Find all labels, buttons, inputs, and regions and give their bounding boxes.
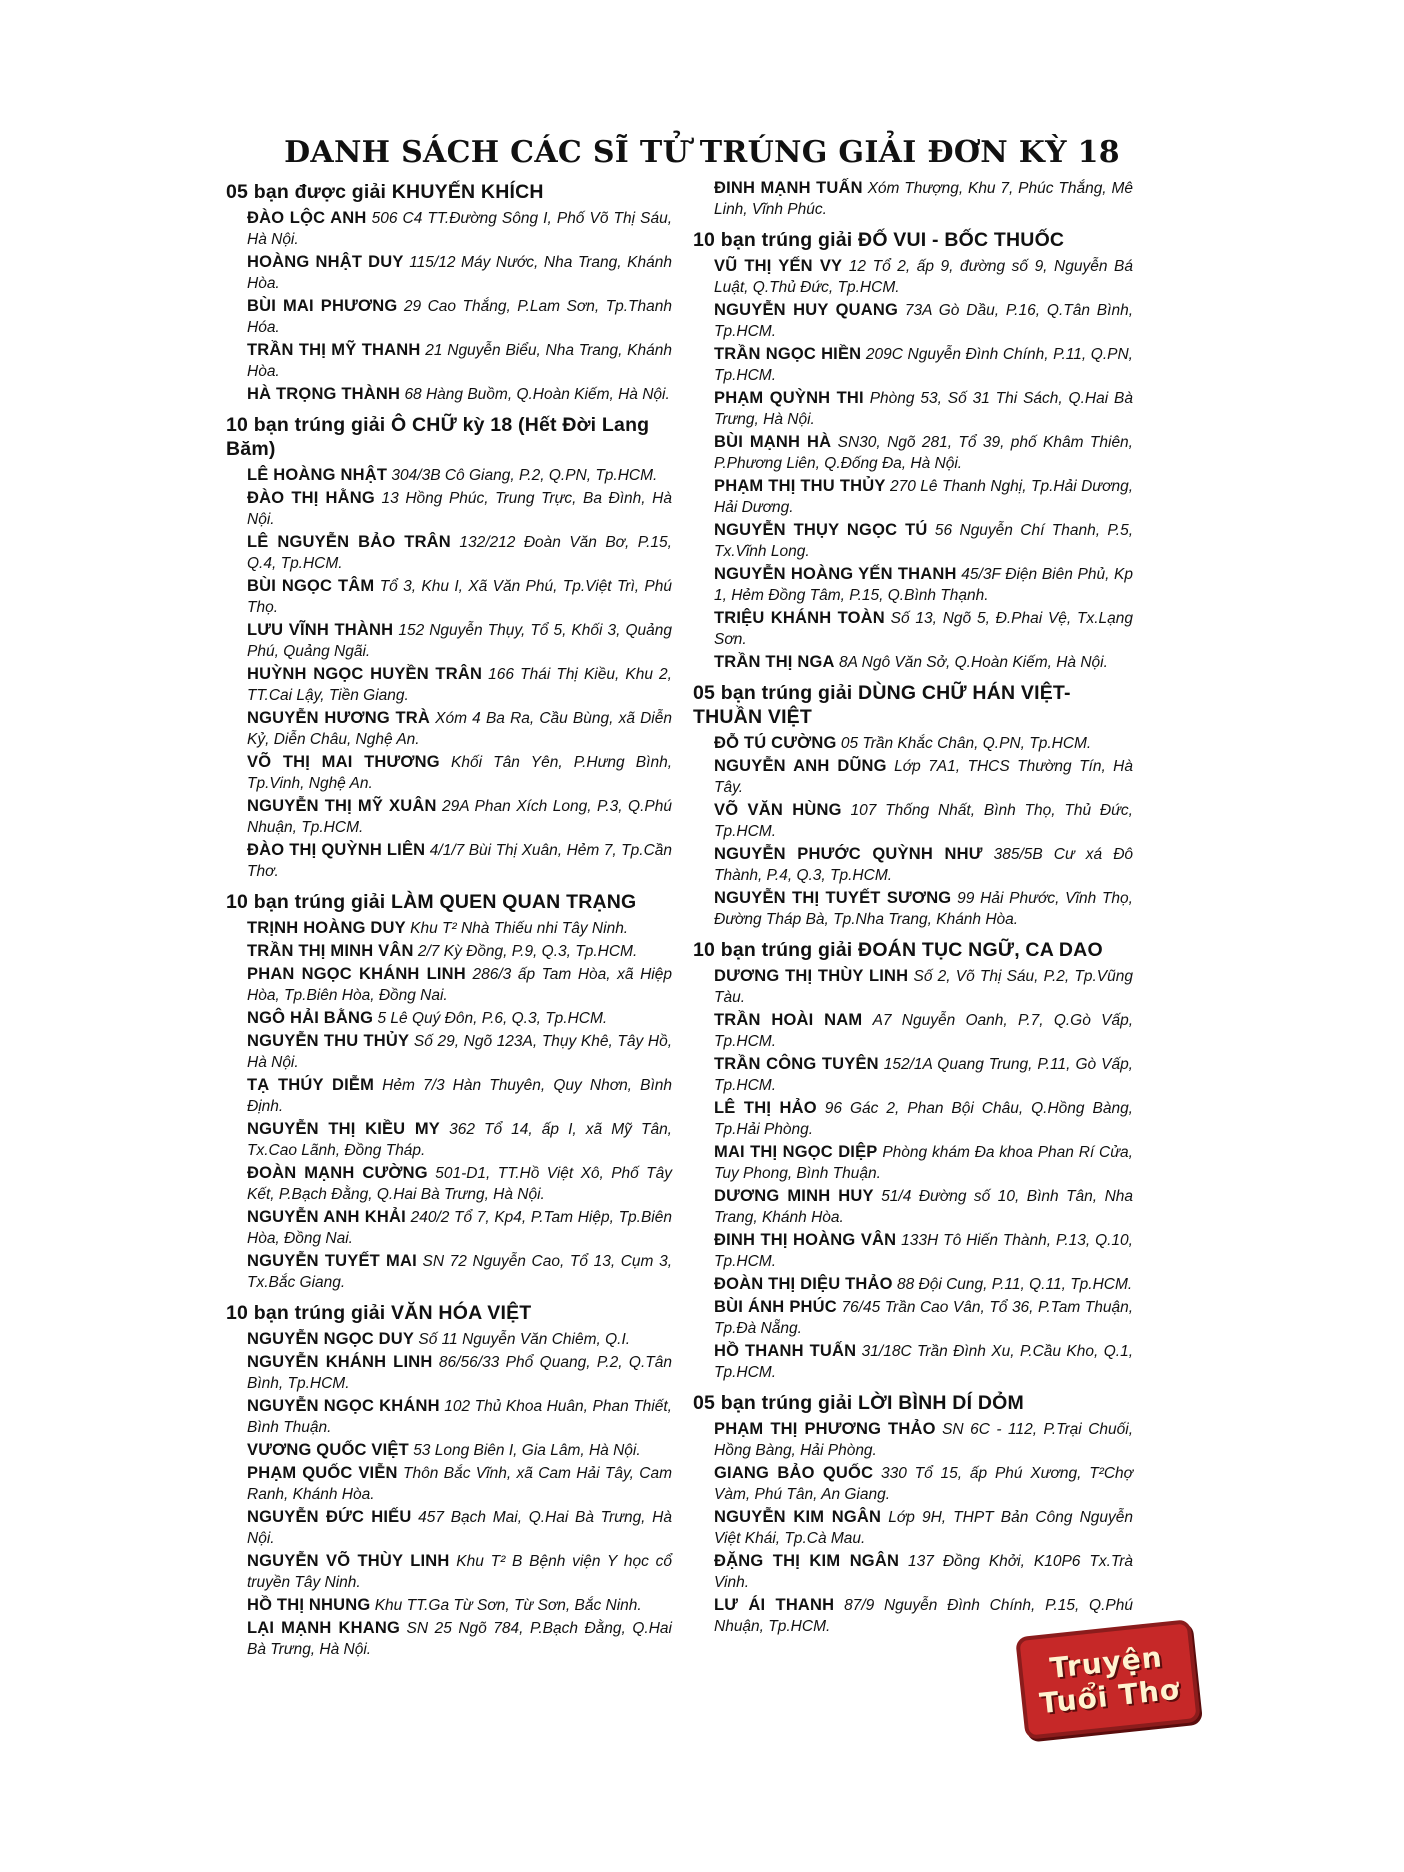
winner-name: LÊ THỊ HẢO	[714, 1099, 817, 1117]
winner-address: 152/1A Quang Trung, P.11, Gò Vấp, Tp.HCM.	[714, 1056, 1133, 1094]
winner-address: 12 Tổ 2, ấp 9, đường số 9, Nguyễn Bá Luật, Q.Thủ Đức, Tp.HCM.	[714, 258, 1133, 296]
winner-address: Số 11 Nguyễn Văn Chiêm, Q.I.	[418, 1331, 631, 1348]
winner-name: NGUYỄN HOÀNG YẾN THANH	[714, 565, 957, 583]
winner-entry	[226, 1207, 672, 1249]
winner-address: SN30, Ngõ 281, Tổ 39, phố Khâm Thiên, P.Phương Liên, Q.Đống Đa, Hà Nội.	[714, 434, 1133, 472]
winner-name: NGUYỄN ĐỨC HIẾU	[247, 1508, 412, 1526]
winner-address: 362 Tổ 14, ấp I, xã Mỹ Tân, Tx.Cao Lãnh, Đồng Tháp.	[247, 1121, 672, 1159]
winner-entry	[226, 1251, 672, 1293]
winner-entry	[693, 1341, 1133, 1383]
winner-entry	[693, 1274, 1133, 1295]
winner-entry	[226, 1396, 672, 1438]
winner-name: ĐOÀN THỊ DIỆU THẢO	[714, 1275, 893, 1293]
section-heading: 10 bạn trúng giải VĂN HÓA VIỆT	[226, 1302, 532, 1324]
winner-address: 88 Đội Cung, P.11, Q.11, Tp.HCM.	[897, 1276, 1133, 1293]
winner-entry	[226, 296, 672, 338]
winner-name: TRẦN CÔNG TUYÊN	[714, 1055, 879, 1073]
winner-entry	[226, 1595, 672, 1616]
winner-name: ĐÀO THỊ QUỲNH LIÊN	[247, 841, 426, 859]
winner-name: BÙI MẠNH HÀ	[714, 433, 832, 451]
publication-stamp-logo	[1015, 1619, 1201, 1740]
winner-name: DƯƠNG MINH HUY	[714, 1187, 874, 1205]
winner-address: 166 Thái Thị Kiều, Khu 2, TT.Cai Lậy, Tiền Giang.	[247, 666, 672, 704]
winner-entry	[693, 844, 1133, 886]
winner-address: Phòng 53, Số 31 Thi Sách, Q.Hai Bà Trưng, Hà Nội.	[714, 390, 1133, 428]
winner-entry	[226, 664, 672, 706]
winner-entry	[226, 1463, 672, 1505]
winner-entry	[693, 608, 1133, 650]
winner-address: 240/2 Tổ 7, Kp4, P.Tam Hiệp, Tp.Biên Hòa, Đồng Nai.	[247, 1209, 672, 1247]
winner-address: 152 Nguyễn Thụy, Tổ 5, Khối 3, Quảng Phú, Quảng Ngãi.	[247, 622, 672, 660]
winner-address: 506 C4 TT.Đường Sông I, Phố Võ Thị Sáu, Hà Nội.	[247, 210, 673, 248]
winner-entry	[693, 1551, 1133, 1593]
winner-entry	[226, 1075, 672, 1117]
winner-entry	[693, 432, 1133, 474]
winner-entry	[693, 256, 1133, 298]
winner-address: Khối Tân Yên, P.Hưng Bình, Tp.Vinh, Nghệ An.	[247, 754, 673, 792]
winner-entry	[693, 564, 1133, 606]
winner-entry	[226, 796, 672, 838]
winner-name: TRỊNH HOÀNG DUY	[247, 919, 406, 937]
winner-name: HỒ THANH TUẤN	[714, 1342, 857, 1360]
winner-address: 4/1/7 Bùi Thị Xuân, Hẻm 7, Tp.Cần Thơ.	[247, 842, 673, 880]
winner-name: NGUYỄN NGỌC KHÁNH	[247, 1397, 440, 1415]
winner-name: PHẠM QUỲNH THI	[714, 389, 864, 407]
winner-entry	[226, 1551, 672, 1593]
winner-entry	[693, 1098, 1133, 1140]
winner-name: NGUYỄN HƯƠNG TRÀ	[247, 709, 430, 727]
winner-address: SN 6C - 112, P.Trại Chuối, Hồng Bàng, Hải Phòng.	[714, 1421, 1133, 1459]
winner-address: 501-D1, TT.Hồ Việt Xô, Phố Tây Kết, P.Bạch Đằng, Q.Hai Bà Trưng, Hà Nội.	[247, 1165, 673, 1203]
winner-name: TRẦN NGỌC HIỀN	[714, 345, 862, 363]
winner-address: 87/9 Nguyễn Đình Chính, P.15, Q.Phú Nhuận, Tp.HCM.	[714, 1597, 1133, 1635]
right-column	[693, 178, 1133, 1645]
winner-entry	[693, 1186, 1133, 1228]
winner-name: VƯƠNG QUỐC VIỆT	[247, 1441, 409, 1459]
winner-entry	[226, 941, 672, 962]
winner-name: TRIỆU KHÁNH TOÀN	[714, 609, 885, 627]
winner-name: ĐẶNG THỊ KIM NGÂN	[714, 1552, 900, 1570]
prize-section	[693, 1391, 1133, 1637]
prize-section	[226, 1301, 672, 1660]
winner-address: 45/3F Điện Biên Phủ, Kp 1, Hẻm Đồng Tâm, P.15, Q.Bình Thạnh.	[714, 566, 1134, 604]
winner-name: NGUYỄN ANH DŨNG	[714, 757, 887, 775]
winner-entry	[693, 520, 1133, 562]
prize-section	[693, 681, 1133, 930]
winner-address: 51/4 Đường số 10, Bình Tân, Nha Trang, Khánh Hòa.	[714, 1188, 1134, 1226]
winner-entry	[226, 1618, 672, 1660]
winner-address: 8A Ngô Văn Sở, Q.Hoàn Kiếm, Hà Nội.	[838, 654, 1108, 671]
winner-entry	[693, 1507, 1133, 1549]
winner-address: 68 Hàng Buồm, Q.Hoàn Kiếm, Hà Nội.	[404, 386, 670, 403]
winner-entry	[226, 532, 672, 574]
winner-name: NGUYỄN HUY QUANG	[714, 301, 899, 319]
winner-entry	[226, 340, 672, 382]
winner-name: BÙI ÁNH PHÚC	[714, 1298, 837, 1316]
prize-section	[226, 180, 672, 405]
prize-section	[693, 938, 1133, 1383]
winner-address: Phòng khám Đa khoa Phan Rí Cửa, Tuy Phong, Bình Thuận.	[714, 1144, 1133, 1182]
winner-name: VÕ THỊ MAI THƯƠNG	[247, 753, 440, 771]
winner-name: ĐOÀN MẠNH CƯỜNG	[247, 1164, 428, 1182]
winner-address: Lớp 7A1, THCS Thường Tín, Hà Tây.	[714, 758, 1134, 796]
winner-address: Tổ 3, Khu I, Xã Văn Phú, Tp.Việt Trì, Phú Thọ.	[247, 578, 672, 616]
winner-address: 53 Long Biên I, Gia Lâm, Hà Nội.	[413, 1442, 641, 1459]
winner-entry	[226, 620, 672, 662]
winner-name: PHẠM QUỐC VIỄN	[247, 1464, 398, 1482]
winner-address: 132/212 Đoàn Văn Bơ, P.15, Q.4, Tp.HCM.	[247, 534, 672, 572]
winner-address: 115/12 Máy Nước, Nha Trang, Khánh Hòa.	[247, 254, 672, 292]
winner-entry	[226, 1008, 672, 1029]
winner-name: LÊ NGUYỄN BẢO TRÂN	[247, 533, 451, 551]
winner-address: 29A Phan Xích Long, P.3, Q.Phú Nhuận, Tp.HCM.	[247, 798, 672, 836]
winner-address: Lớp 9H, THPT Bản Công Nguyễn Việt Khái, Tp.Cà Mau.	[714, 1509, 1133, 1547]
winner-address: 385/5B Cư xá Đô Thành, P.4, Q.3, Tp.HCM.	[714, 846, 1134, 884]
winner-entry	[226, 1507, 672, 1549]
winner-address: Khu T² Nhà Thiếu nhi Tây Ninh.	[410, 920, 629, 937]
winner-name: HÀ TRỌNG THÀNH	[247, 385, 401, 403]
prize-section	[693, 228, 1133, 673]
winner-name: NGUYỄN NGỌC DUY	[247, 1330, 415, 1348]
winner-address: Xóm 4 Ba Ra, Cầu Bùng, xã Diễn Kỷ, Diễn Châu, Nghệ An.	[247, 710, 672, 748]
winner-entry	[226, 384, 672, 405]
winner-address: Xóm Thượng, Khu 7, Phúc Thắng, Mê Linh, Vĩnh Phúc.	[714, 180, 1133, 218]
winner-address: 2/7 Kỳ Đồng, P.9, Q.3, Tp.HCM.	[417, 943, 638, 960]
winner-name: GIANG BẢO QUỐC	[714, 1464, 874, 1482]
winner-name: NGUYỄN VÕ THÙY LINH	[247, 1552, 450, 1570]
winner-entry	[226, 918, 672, 939]
winner-address: Hẻm 7/3 Hàn Thuyên, Quy Nhơn, Bình Định.	[247, 1077, 672, 1115]
stamp-line-2: Tuổi Thơ	[1037, 1672, 1182, 1720]
winner-entry	[226, 465, 672, 486]
winner-entry	[226, 576, 672, 618]
winner-entry	[226, 1352, 672, 1394]
section-heading: 05 bạn được giải KHUYẾN KHÍCH	[226, 181, 544, 203]
winner-name: BÙI MAI PHƯƠNG	[247, 297, 398, 315]
winner-address: 13 Hồng Phúc, Trung Trực, Ba Đình, Hà Nội.	[247, 490, 672, 528]
winner-entry	[693, 756, 1133, 798]
section-heading: 05 bạn trúng giải DÙNG CHỮ HÁN VIỆT-THUẦN VIỆT	[693, 682, 1071, 728]
winner-address: SN 72 Nguyễn Cao, Tổ 13, Cụm 3, Tx.Bắc Giang.	[247, 1253, 672, 1291]
winner-address: Khu T² B Bệnh viện Y học cổ truyền Tây Ninh.	[247, 1553, 672, 1591]
winner-entry	[693, 1010, 1133, 1052]
winner-entry	[693, 652, 1133, 673]
winner-entry	[226, 1119, 672, 1161]
winner-entry	[693, 1297, 1133, 1339]
winner-name: TẠ THÚY DIỄM	[247, 1076, 375, 1094]
winner-entry	[226, 208, 672, 250]
winner-address: 137 Đồng Khởi, K10P6 Tx.Trà Vinh.	[714, 1553, 1133, 1591]
winner-entry	[693, 1054, 1133, 1096]
winner-entry	[693, 1463, 1133, 1505]
winner-address: 73A Gò Dầu, P.16, Q.Tân Bình, Tp.HCM.	[714, 302, 1134, 340]
winner-name: VÕ VĂN HÙNG	[714, 801, 842, 819]
winner-name: HUỲNH NGỌC HUYỀN TRÂN	[247, 665, 483, 683]
prize-section	[693, 178, 1133, 220]
winner-entry	[226, 1440, 672, 1461]
winner-name: TRẦN THỊ NGA	[714, 653, 835, 671]
winner-entry	[226, 1163, 672, 1205]
winner-name: NGUYỄN THU THỦY	[247, 1032, 410, 1050]
winner-name: TRẦN THỊ MỸ THANH	[247, 341, 421, 359]
winner-address: 56 Nguyễn Chí Thanh, P.5, Tx.Vĩnh Long.	[714, 522, 1134, 560]
winner-name: LƯU VĨNH THÀNH	[247, 621, 394, 639]
winner-name: TRẦN HOÀI NAM	[714, 1011, 863, 1029]
winner-name: NGUYỄN THỊ TUYẾT SƯƠNG	[714, 889, 952, 907]
winner-name: BÙI NGỌC TÂM	[247, 577, 375, 595]
winner-name: ĐINH THỊ HOÀNG VÂN	[714, 1231, 897, 1249]
winner-address: 76/45 Trần Cao Vân, Tổ 36, P.Tam Thuận, Tp.Đà Nẵng.	[714, 1299, 1134, 1337]
winner-address: 96 Gác 2, Phan Bội Châu, Q.Hồng Bàng, Tp.Hải Phòng.	[714, 1100, 1133, 1138]
winner-entry	[226, 252, 672, 294]
winner-address: 31/18C Trần Đình Xu, P.Cầu Kho, Q.1, Tp.HCM.	[714, 1343, 1133, 1381]
winner-name: TRẦN THỊ MINH VÂN	[247, 942, 414, 960]
section-heading: 10 bạn trúng giải Ô CHỮ kỳ 18 (Hết Đời Lang Băm)	[226, 414, 650, 460]
winner-name: NGUYỄN THỊ KIỀU MY	[247, 1120, 440, 1138]
winner-entry	[693, 300, 1133, 342]
winner-address: Số 2, Võ Thị Sáu, P.2, Tp.Vũng Tàu.	[714, 968, 1133, 1006]
winner-address: SN 25 Ngõ 784, P.Bạch Đằng, Q.Hai Bà Trưng, Hà Nội.	[247, 1620, 672, 1658]
winner-entry	[226, 752, 672, 794]
winner-entry	[226, 964, 672, 1006]
section-heading: 10 bạn trúng giải LÀM QUEN QUAN TRẠNG	[226, 891, 637, 913]
winner-entry	[693, 388, 1133, 430]
winner-name: HOÀNG NHẬT DUY	[247, 253, 404, 271]
winner-entry	[693, 800, 1133, 842]
winner-name: VŨ THỊ YẾN VY	[714, 257, 843, 275]
winner-address: 29 Cao Thắng, P.Lam Sơn, Tp.Thanh Hóa.	[247, 298, 672, 336]
winner-address: 209C Nguyễn Đình Chính, P.11, Q.PN, Tp.HCM.	[714, 346, 1133, 384]
winner-address: 457 Bạch Mai, Q.Hai Bà Trưng, Hà Nội.	[247, 1509, 672, 1547]
winner-entry	[693, 966, 1133, 1008]
winner-entry	[226, 488, 672, 530]
winner-name: NGÔ HẢI BẰNG	[247, 1009, 374, 1027]
winner-name: NGUYỄN THỤY NGỌC TÚ	[714, 521, 928, 539]
winner-name: PHẠM THỊ THU THỦY	[714, 477, 886, 495]
stamp-line-1: Truyện	[1048, 1639, 1165, 1685]
winner-name: NGUYỄN KIM NGÂN	[714, 1508, 882, 1526]
winner-name: NGUYỄN KHÁNH LINH	[247, 1353, 433, 1371]
winner-address: 21 Nguyễn Biểu, Nha Trang, Khánh Hòa.	[247, 342, 672, 380]
winner-name: HỒ THỊ NHUNG	[247, 1596, 371, 1614]
winner-address: 102 Thủ Khoa Huân, Phan Thiết, Bình Thuận.	[247, 1398, 672, 1436]
winner-address: 304/3B Cô Giang, P.2, Q.PN, Tp.HCM.	[391, 467, 658, 484]
winner-address: 99 Hải Phước, Vĩnh Thọ, Đường Tháp Bà, Tp.Nha Trang, Khánh Hòa.	[714, 890, 1133, 928]
section-heading: 10 bạn trúng giải ĐỐ VUI - BỐC THUỐC	[693, 229, 1065, 251]
winner-entry	[693, 733, 1133, 754]
winner-address: Khu TT.Ga Từ Sơn, Từ Sơn, Bắc Ninh.	[374, 1597, 642, 1614]
winner-entry	[693, 888, 1133, 930]
winner-entry	[693, 476, 1133, 518]
winner-address: Thôn Bắc Vĩnh, xã Cam Hải Tây, Cam Ranh, Khánh Hòa.	[247, 1465, 673, 1503]
winner-entry	[693, 1230, 1133, 1272]
winner-address: 05 Trần Khắc Chân, Q.PN, Tp.HCM.	[840, 735, 1092, 752]
winner-address: 270 Lê Thanh Nghị, Tp.Hải Dương, Hải Dương.	[714, 478, 1134, 516]
winner-entry	[226, 708, 672, 750]
winner-entry	[226, 1031, 672, 1073]
winner-name: ĐÀO THỊ HẰNG	[247, 489, 375, 507]
winner-name: LƯ ÁI THANH	[714, 1596, 835, 1614]
winner-address: 86/56/33 Phổ Quang, P.2, Q.Tân Bình, Tp.HCM.	[247, 1354, 672, 1392]
left-column	[226, 178, 672, 1668]
winner-name: ĐỖ TÚ CƯỜNG	[714, 734, 837, 752]
winner-address: 107 Thống Nhất, Bình Thọ, Thủ Đức, Tp.HCM.	[714, 802, 1133, 840]
winner-address: 5 Lê Quý Đôn, P.6, Q.3, Tp.HCM.	[377, 1010, 608, 1027]
winner-name: LẠI MẠNH KHANG	[247, 1619, 400, 1637]
winner-name: MAI THỊ NGỌC DIỆP	[714, 1143, 878, 1161]
winner-entry	[226, 1329, 672, 1350]
winner-name: ĐÀO LỘC ANH	[247, 209, 367, 227]
winner-name: NGUYỄN PHƯỚC QUỲNH NHƯ	[714, 845, 983, 863]
winner-entry	[693, 344, 1133, 386]
winner-entry	[693, 1595, 1133, 1637]
winner-name: NGUYỄN THỊ MỸ XUÂN	[247, 797, 437, 815]
winner-name: NGUYỄN TUYẾT MAI	[247, 1252, 417, 1270]
winner-entry	[693, 1142, 1133, 1184]
winner-name: DƯƠNG THỊ THÙY LINH	[714, 967, 909, 985]
winner-entry	[693, 1419, 1133, 1461]
winner-entry	[693, 178, 1133, 220]
prize-section	[226, 890, 672, 1293]
winner-address: Số 13, Ngõ 5, Đ.Phai Vệ, Tx.Lạng Sơn.	[714, 610, 1134, 648]
winner-name: NGUYỄN ANH KHẢI	[247, 1208, 406, 1226]
winner-address: 286/3 ấp Tam Hòa, xã Hiệp Hòa, Tp.Biên Hòa, Đồng Nai.	[247, 966, 672, 1004]
winner-entry	[226, 840, 672, 882]
winner-address: A7 Nguyễn Oanh, P.7, Q.Gò Vấp, Tp.HCM.	[714, 1012, 1133, 1050]
winner-address: 330 Tổ 15, ấp Phú Xương, T²Chợ Vàm, Phú Tân, An Giang.	[714, 1465, 1134, 1503]
winner-address: Số 29, Ngõ 123A, Thụy Khê, Tây Hồ, Hà Nội.	[247, 1033, 673, 1071]
prize-section	[226, 413, 672, 882]
section-heading: 10 bạn trúng giải ĐOÁN TỤC NGỮ, CA DAO	[693, 939, 1103, 961]
winner-address: 133H Tô Hiến Thành, P.13, Q.10, Tp.HCM.	[714, 1232, 1133, 1270]
winner-name: PHAN NGỌC KHÁNH LINH	[247, 965, 466, 983]
winner-name: LÊ HOÀNG NHẬT	[247, 466, 388, 484]
winner-name: ĐINH MẠNH TUẤN	[714, 179, 863, 197]
section-heading: 05 bạn trúng giải LỜI BÌNH DÍ DỎM	[693, 1392, 1024, 1414]
page-title: DANH SÁCH CÁC SĨ TỬ TRÚNG GIẢI ĐƠN KỲ 18	[284, 135, 1120, 170]
winner-name: PHẠM THỊ PHƯƠNG THẢO	[714, 1420, 936, 1438]
